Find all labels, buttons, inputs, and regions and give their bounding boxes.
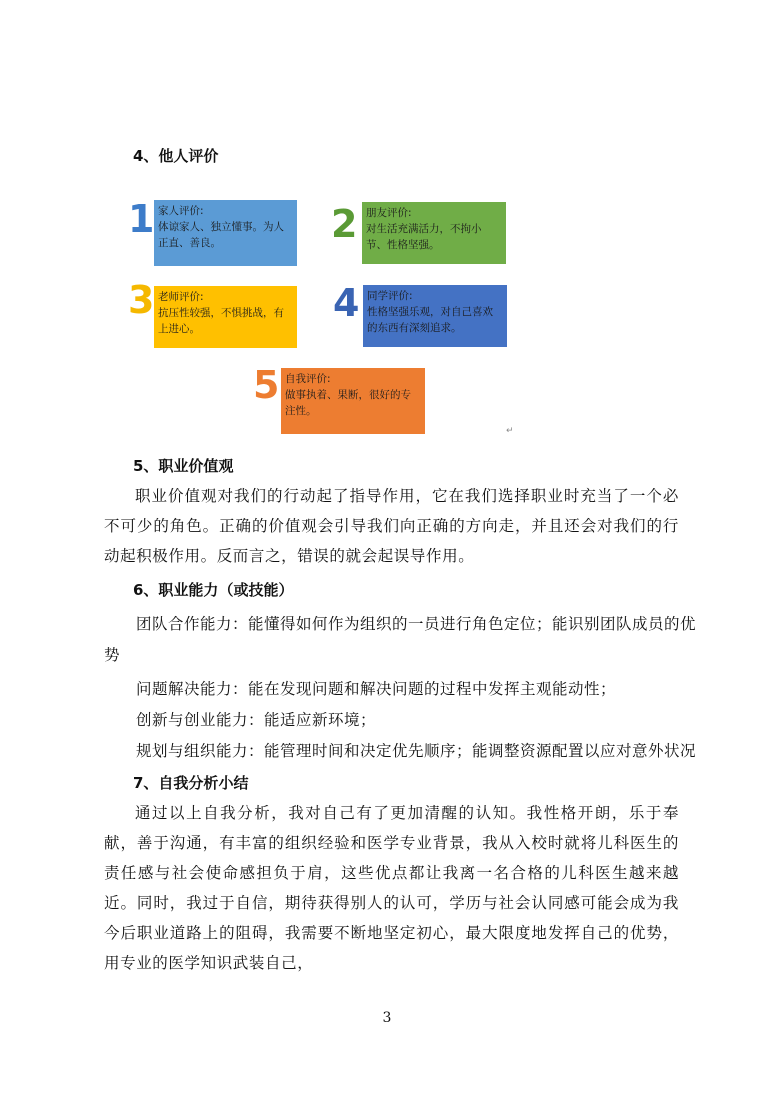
eval-5-number: 5 (253, 363, 280, 407)
skill-item: 创新与创业能力：能适应新环境； (136, 711, 377, 729)
eval-3-title: 老师评价: (158, 291, 204, 303)
eval-2-number: 2 (331, 202, 358, 246)
eval-3-text: 抗压性较强，不惧挑战，有上进心。 (158, 307, 284, 335)
eval-1-number: 1 (128, 197, 155, 241)
eval-1-title: 家人评价: (158, 205, 204, 217)
eval-2-card (362, 202, 506, 264)
eval-4-title: 同学评价: (367, 290, 413, 302)
eval-5-card (281, 368, 425, 434)
eval-1-text: 体谅家人、独立懂事。为人正直、善良。 (158, 221, 284, 249)
eval-2-text: 对生活充满活力，不拘小节、性格坚强。 (366, 223, 482, 251)
section-7-body: 通过以上自我分析，我对自己有了更加清醒的认知。我性格开朗，乐于奉献，善于沟通，有丰富的组织经验和医学专业背景，我从入校时就将儿科医生的责任感与社会使命感担负于肩，这些优点都让我离一名合格的儿科医生越来越近。同时，我过于自信，期待获得别人的认可，学历与社会认同感可能会成为我今后职业道路上的阻碍，我需要不断地坚定初心，最大限度地发挥自己的优势，用专业的医学知识武装自己， (104, 804, 679, 972)
eval-5-title: 自我评价: (285, 373, 331, 385)
eval-4-number: 4 (333, 281, 360, 325)
skill-item: 团队合作能力：能懂得如何作为组织的一员进行角色定位；能识别团队成员的优 (136, 615, 697, 633)
section-6-heading: 6、职业能力（或技能） (133, 581, 294, 599)
skill-item: 问题解决能力：能在发现问题和解决问题的过程中发挥主观能动性； (136, 680, 617, 698)
eval-1-card (154, 200, 297, 266)
eval-4-text: 性格坚强乐观，对自己喜欢的东西有深刻追求。 (367, 306, 493, 334)
skill-item: 规划与组织能力：能管理时间和决定优先顺序；能调整资源配置以应对意外状况 (136, 742, 697, 760)
section-4-heading: 4、他人评价 (133, 147, 219, 165)
eval-2-title: 朋友评价: (366, 207, 412, 219)
section-7-heading: 7、自我分析小结 (133, 774, 249, 792)
section-5-heading: 5、职业价值观 (133, 457, 234, 475)
eval-4-card (363, 285, 507, 347)
eval-3-number: 3 (128, 278, 155, 322)
skill-item: 势 (104, 646, 121, 664)
page-number: 3 (382, 1010, 392, 1026)
paragraph-mark-icon: ↵ (506, 426, 514, 436)
section-5-body: 职业价值观对我们的行动起了指导作用，它在我们选择职业时充当了一个必不可少的角色。正确的价值观会引导我们向正确的方向走，并且还会对我们的行动起积极作用。反而言之，错误的就会起误导作用。 (104, 487, 679, 565)
eval-3-card (154, 286, 297, 348)
eval-5-text: 做事执着、果断，很好的专注性。 (285, 389, 411, 417)
